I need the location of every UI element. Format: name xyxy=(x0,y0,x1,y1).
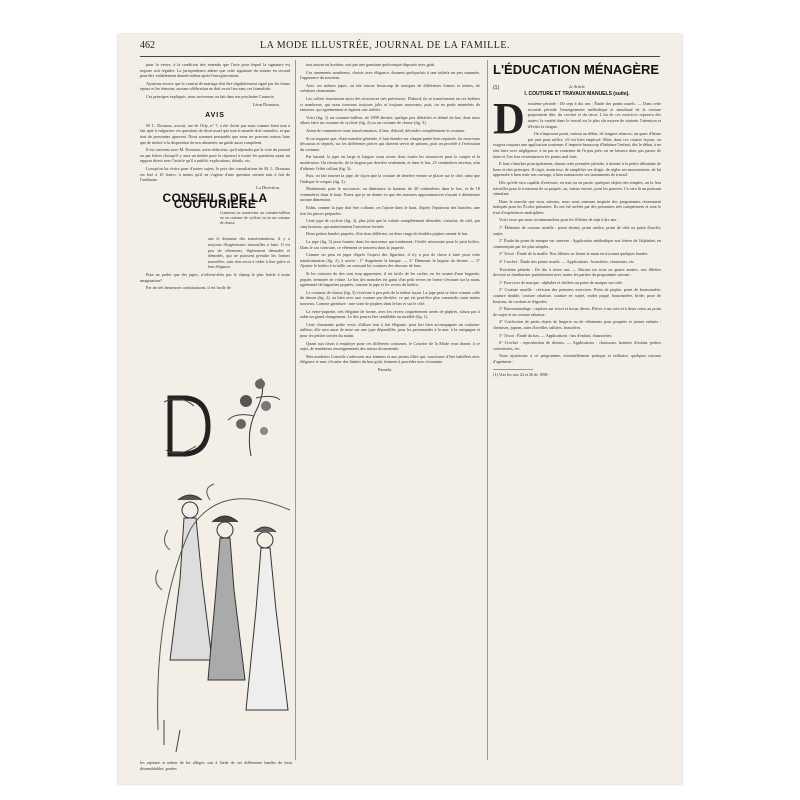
paragraph: pour la veuve, à la condition très entendu que l'acte pour lequel la signature est requise soit régulier. La jurisprudence admet que cette signature du notaire en second peut être valablement donnée même après l'enregistrement. xyxy=(140,62,290,79)
paragraph: Si les coutures du dos sont trop apparentes, il est facile de les cacher, en les ornant d'une baguette, piquée, terminée en volute. Le bas des manches est garni d'un petit revers en forme s'évasant sur la main, agrémenté de baguettes piquées, comme la jupe et les revers du boléro. xyxy=(300,271,480,288)
paragraph: Puis, on fait tourner la jupe, de façon que la couture de derrière vienne se placer sur le côté, ainsi que l'indique le croquis (fig. 2). xyxy=(300,173,480,184)
list-item: 1° Éléments de couture usuelle : point devant, point arrière, point de côté ou point d'ourlet, surjet. xyxy=(493,225,661,236)
paragraph: Maintenant, pour le raccourcir, on diminuera la hauteur, de 20 centimètres dans le bas, et de 10 centimètres dans le haut. Notez que je ne donne ici que des mesures approximatives n'ayant à déterminer aucune dimension. xyxy=(300,186,480,203)
list-item: 3° Raccommodage : reprises sur tricot et tissus divers. Pièces à un coin et à deux coins au point de surjet et en couture rabattue. xyxy=(493,306,661,317)
footnote: (1) Voir les nos 24 et 26 de 1898. xyxy=(493,371,549,377)
paragraph: Mes modestes Conseils s'adressent aux femmes et aux jeunes filles qui, soucieuses d'être habillées avec élégance et sans s'écarter des limites du bon goût, tiennent à procéder avec économie. xyxy=(300,353,480,365)
dropcap-d xyxy=(160,392,215,460)
list-item: 5° Tricot : Étude du bas. — Applications : bas d'enfant, chaussettes. xyxy=(499,332,613,338)
article-number: 2e Article xyxy=(568,84,586,89)
paragraph: Comme on peut en juger d'après l'aspect des figurines, il n'y a peu de chose à faire pour cette transformation (fig. 2), à savoir : 1° Supprimer la basque. — 2° Diminuer la largeur du devant. — 3° Ajouter le boléro à la taille, en creusant les coutures des dessous de bras. xyxy=(300,252,480,269)
paragraph: Si on suppose que, d'une manière générale, il faut étendre sur chaque partie bien repassée, les morceaux décousus et séparés, sur les différentes pièces qui doivent servir de patrons, puis on procède à l'exécution du costume. xyxy=(300,135,480,152)
paragraph: La veste-jaquette, très élégante de forme, avec les revers coquettement ornés de piqûres, n'aura pas à subir un grand changement. Le dos pourra être semblable au modèle (fig. 1). xyxy=(300,308,480,320)
paragraph xyxy=(493,94,661,144)
paragraph: Ajoutons encore que le contrat de mariage doit être régulièrement signé par les futurs époux et les témoins; aucune célébration ne doit avoir lieu sans ces formalités. xyxy=(140,80,290,92)
signature: Pamela. xyxy=(377,366,393,372)
page-number: 462 xyxy=(140,40,155,51)
page-header xyxy=(140,40,660,54)
floral-ornament-illustration xyxy=(216,376,286,456)
paragraph: ans le domaine des transformations, il y a toujours d'ingénieuses trouvailles à faire. Il est peu de vêtements, légèrement démodés et démodés, qui ne puissent prendre les formes nouvelles, sans rien avoir à céder à leur grâce et leur élégance. xyxy=(208,236,290,270)
list-item: 1° Exercices de marque : alphabet et chiffres au point de marque sur toile. xyxy=(499,279,623,285)
column-divider xyxy=(487,60,488,760)
paragraph: Nous ajouterons à ce programme, essentiellement pratique et utilitaire, quelques travaux d'agrément : xyxy=(493,353,661,364)
paragraph: Lorsqu'on lui écrira pour d'autres sujets, le prix des consultations de M. L. Drouaux est fixé à 10 francs, à moins qu'il ne s'agisse d'une question sortant tout à fait de l'ordinaire. xyxy=(140,165,290,183)
list-item: 6° Crochet : reproduction de dessins. — Applications : chaussons, bonnets d'enfant, petites couvertures, etc. xyxy=(493,340,661,351)
header-rule xyxy=(140,56,660,57)
paragraph: On n'imposera point, surtout au début, de longues séances; un quart d'heure par jour peut suffire, s'il est bien employé. Mais, dans ces courtes leçons, on exigera toujours une application soutenue; il importe beaucoup d'habituer l'enfant, dès le début, à ne rien faire avec négligence, à ne pas se contenter de l'à peu près; on ne laissera donc pas passer de faute et l'on fera recommencer les points mal faits. xyxy=(493,131,661,159)
paragraph: Les collets fournissent aussi des ressources très précieuses. D'abord, ils se transforment en ces boléros si nombreux, qui nous trouvons toujours jolis et toujours nouveaux, puis, on en petits mantelets de fantaisie, qui agrémentent et égaient une toilette. xyxy=(300,95,480,113)
paragraph: Enfin, comme la jupe doit être collante, on l'ajuste dans le haut, d'après l'épaisseur des hanches, une fois les pinces préparées. xyxy=(300,205,480,216)
paragraph: Avec ces mêmes jupes, on fait encore beaucoup de tuniques de différentes formes et teintes, de créations charmantes. xyxy=(300,82,480,94)
paragraph: Ces ornements nombreux, choisis avec élégance, donnent quelquefois à une toilette un peu surannée, l'apparence du nouveau. xyxy=(300,69,480,81)
paragraph: Avant de commencer toute transformation, il faut, d'abord, découdre complètement le costume. xyxy=(306,127,466,133)
list-item: 3° Tricot : Étude de la maille. Nos fillettes se feront la main en tricotant quelques bandes. xyxy=(499,251,649,257)
paragraph: Il faut s'attacher principalement, durant cette première période, à donner à la petite débutante de bons et sûrs principes. Il s'agit, avant tout, de simplifier ses doigts, de régler ses mouvements, de lui apprendre à bien tenir son ouvrage, à bien manœuvrer ses instruments de travail. xyxy=(493,161,661,178)
paragraph: Voici (fig. 1) un costume-tailleur, de 1898 dernier, quelque peu défraîchi et abîmé du bas, dont nous allons faire un costume de cycliste (fig. 2) ou un costume de chasse (fig. 3). xyxy=(300,114,480,126)
paragraph: Par de très heureuses combinaisons, il est facile de xyxy=(146,285,231,291)
signature: Léon Drouaux. xyxy=(252,101,280,107)
signature: La Direction. xyxy=(256,184,280,190)
column-2 xyxy=(300,62,480,373)
paragraph: Deux petites bandes piquées, d'un tissu différent, ou deux rangs de doubles piqûres ornent le bas. xyxy=(306,231,469,237)
paragraph: Troisième période : De dix à treize ans. — Durant ces trois ou quatre années, nos fillettes devront se familiariser parfaitement avec toutes les parties du programme suivant : xyxy=(493,266,661,278)
title-note: (1) xyxy=(493,85,500,91)
paragraph: Par hasard, la jupe est large et longue: nous avons donc toutes les ressources pour le couper et la moderniser. On retranche, de la largeur par derrière seulement, et dans le bas, 25 centimètres environ, afin d'obtenir l'effet collant (fig. 3). xyxy=(300,154,480,171)
paragraph: Voici ceux que nous recommandons pour les fillettes de sept à dix ans : xyxy=(499,217,619,223)
paragraph: les rajeunir et même de les alléger, soit à l'aide de ces différentes bandes de tissu dissemblables, posées xyxy=(140,760,292,771)
conseils-subtitle: Comment on transforme un costume-tailleur en un costume de cycliste ou en un costume de chasse. xyxy=(220,211,290,226)
list-item: 2° Couture usuelle : révision des premiers exercices. Point de piqûre, point de boutonnière, couture double, couture rabattue, couture en surjet, ourlet piqué, boutonnière, bride; pose de boutons, de cordons et d'agrafes. xyxy=(493,287,661,304)
education-title: L'ÉDUCATION MÉNAGÈRE xyxy=(493,62,660,77)
list-item: 4° Crochet : Étude des points usuels. — Applications : brassières, chaussons, etc. xyxy=(499,259,635,265)
paragraph: La jupe (fig. 3) pour fournir, dans les morceaux qui tomberont, l'étoffe nécessaire pour le petit boléro. Dans le cas contraire, ce vêtement se trouvera dans la jaquette. xyxy=(300,239,480,250)
paragraph: Le costume de chasse (fig. 3) s'exécute à peu près de la même façon. La jupe peut se faire comme celle du dessin (fig. 2), ou bien avec une couture par derrière, ce qui est peut-être plus commode, mais moins nouveau. Comme garniture : une sorte de piqûres dans le bas et sur le côté. xyxy=(300,289,480,306)
column-1-bottom xyxy=(140,760,292,773)
paragraph: Dès qu'elle sera capable d'exécuter, en tout ou en partie, quelques objets très simples, on la fera travailler pour le trousseau de sa poupée, ou, mieux encore, pour les pauvres. Ce sera là un puissant stimulant. xyxy=(493,179,661,197)
list-item: 4° Confection de petits objets de lingerie ou de vêtements pour poupées et jeunes enfants : chemises, jupons, taies d'oreiller, tabliers, brassières. xyxy=(493,319,661,330)
paragraph: Dans la marche que nous suivons, nous nous sommes inspirée des programmes récemment indiqués pour les Écoles primaires. Ils ont été arrêtés par des personnes très compétentes et sont le fruit d'expériences multipliées. xyxy=(493,198,661,215)
paragraph: tout autour en bordure, soit par une garniture quelconque disposée avec goût. xyxy=(306,62,436,67)
section-subhead: I. COUTURE ET TRAVAUX MANUELS (suite). xyxy=(524,90,630,97)
paragraph: M. L. Drouaux, avocat, rue de l'Isly, n° 7, a été choisi par nous comme étant tout à fait apte à vulgariser ces questions de droit usuel que tout le monde doit connaître, et que tout de personnes ignorent. Nous sommes persuadés que nous ne pouvons mieux faire que de mettre à la disposition de nos abonnées un guide aussi compétent. xyxy=(140,122,290,145)
column-3 xyxy=(493,84,661,379)
paragraph: Il est convenu avec M. Drouaux, notre rédacteur, qu'il répondra par la voie du journal ou par lettres (lorsqu'il y aura un timbre pour la réponse) à toutes les questions ayant un rapport direct avec l'article qu'il a publié, explications, détails, etc. xyxy=(140,147,290,164)
paragraph: Quant aux tissus à employer pour ces différents costumes, le Courrier de la Mode vous donne, à ce sujet, de nombreux renseignements des mieux documentés. xyxy=(300,340,480,352)
paragraph: Cette jupe de cycliste (fig. 2), plus jolie que la culotte complètement démodée, s'attache, de côté, par cinq boutons, qui maintiennent l'ouverture fermée. xyxy=(300,218,480,229)
dropcap-d-letter: D xyxy=(493,94,525,144)
paragraph: Cette charmante petite veste, d'allure tout à fait élégante, peut fort bien accompagner un costume-tailleur; elle sera aussi de mise sur une jupe dépareillée, pour les promenades à la mer, à la campagne et pour les petites sorties du matin. xyxy=(300,321,480,338)
conseils-heading: CONSEILS DE LA COUTURIÈRE xyxy=(162,191,268,211)
paragraph: Pour ne parler que des jupes, n'offrent-elles pas le champ le plus fertile à notre imagination? xyxy=(140,272,290,283)
journal-title: LA MODE ILLUSTRÉE, JOURNAL DE LA FAMILLE. xyxy=(260,40,510,51)
list-item: 2° Étude du point de marque sur canevas : Application méthodique aux lettres de l'alphabet, en commençant par les plus simples. xyxy=(493,238,661,249)
paragraph: Ces principes expliqués, nous arriverons au fait dans me prochaine Causerie. xyxy=(146,93,275,99)
column-1 xyxy=(140,62,290,293)
avis-heading: AVIS xyxy=(205,112,225,120)
footnote-rule xyxy=(493,369,533,370)
fashion-figures-illustration xyxy=(150,470,300,755)
paragraph-text: euxième période : De sept à dix ans : Étude des points usuels. — Dans cette seconde période l'enseignement méthodique et simultané de la couture proprement dite, du crochet et du tricot. L'un de ces exercices reposera des autres; la variété dans le travail est le plus sûr moyen de soutenir l'attention et d'éviter la fatigue. xyxy=(527,101,661,129)
